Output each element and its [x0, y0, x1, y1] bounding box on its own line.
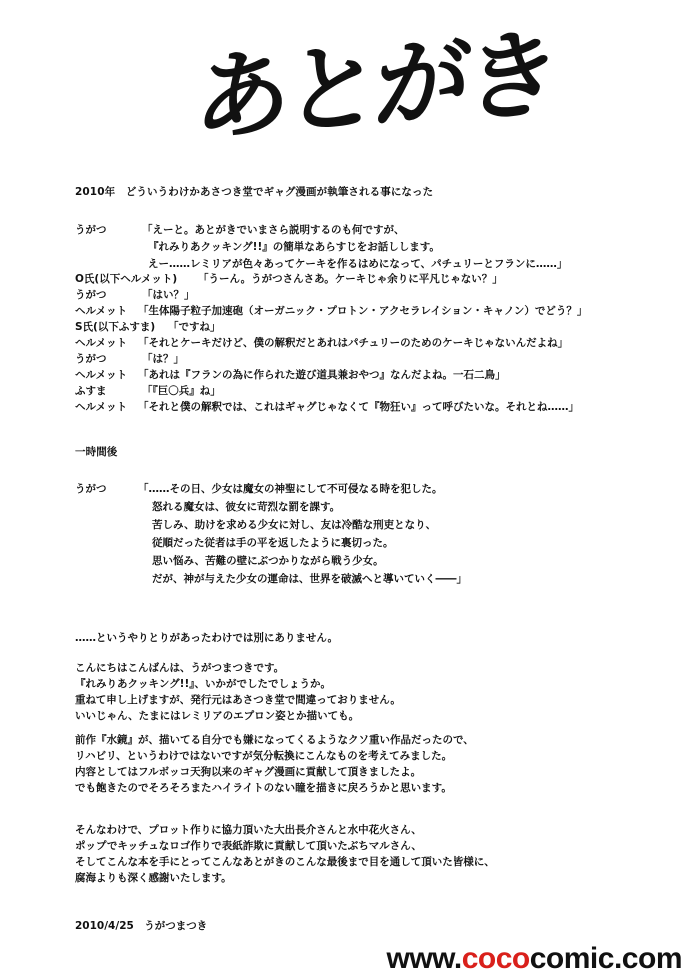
- closing-line: ポップでキッチュなロゴ作りで表紙詐欺に貢献して頂いたぶちマルさん、: [75, 840, 422, 852]
- closing-line: 重ねて申し上げますが、発行元はあさつき堂で間違っておりません。: [75, 694, 401, 706]
- closing-line: 内容としてはフルボッコ天狗以来のギャグ漫画に貢献して頂きましたよ。: [75, 766, 422, 778]
- header-line: 2010年 どういうわけかあさつき堂でギャグ漫画が執筆される事になった: [75, 186, 434, 198]
- dialogue-line: 「それと僕の解釈では、これはギャグじゃなくて『物狂い』って呼びたいな。それとね……」: [138, 401, 579, 413]
- closing-line: こんにちはこんばんは、うがつまつきです。: [75, 662, 285, 674]
- monologue-line: 「……その日、少女は魔女の神聖にして不可侵なる時を犯した。: [138, 483, 443, 495]
- closing-line: そんなわけで、プロット作りに協力頂いた大出長介さんと水中花火さん、: [75, 824, 422, 836]
- watermark-comic: comic: [529, 942, 614, 975]
- closing-line: でも飽きたのでそろそろまたハイライトのない瞳を描きに戻ろうかと思います。: [75, 782, 452, 794]
- monologue-line: 思い悩み、苦難の壁にぶつかりながら戦う少女。: [152, 555, 384, 567]
- closing-line: 腐海よりも深く感謝いたします。: [75, 872, 232, 884]
- dialogue-line: 「生体陽子粒子加速砲（オーガニック・プロトン・アクセラレイション・キャノン）でどう？」: [138, 305, 588, 317]
- watermark-com: .com: [613, 942, 682, 975]
- dialogue-line: 「えーと。あとがきでいまさら説明するのも何ですが、: [142, 224, 405, 236]
- watermark-coco: coco: [461, 942, 530, 975]
- monologue-line: 怒れる魔女は、彼女に苛烈な罰を課す。: [152, 501, 341, 513]
- closing-line: 『れみりあクッキング!!』、いかがでしたでしょうか。: [75, 678, 332, 690]
- speaker-label: ふすま: [75, 385, 107, 397]
- speaker-label: うがつ: [75, 353, 107, 365]
- dialogue-line: 「それとケーキだけど、僕の解釈だとあれはパチュリーのためのケーキじゃないんだよね」: [138, 337, 569, 349]
- speaker-label: O氏(以下ヘルメット): [75, 273, 178, 285]
- speaker-label: S氏(以下ふすま): [75, 321, 156, 333]
- speaker-label: ヘルメット: [75, 401, 128, 413]
- dialogue-line: 「ですね」: [168, 321, 221, 333]
- monologue-line: 苦しみ、助けを求める少女に対し、友は冷酷な刑吏となり、: [152, 519, 437, 531]
- closing-line: そしてこんな本を手にとってこんなあとがきのこんな最後まで目を通して頂いた皆様に、: [75, 856, 495, 868]
- speaker-label: ヘルメット: [75, 369, 128, 381]
- dialogue-line: えー……レミリアが色々あってケーキを作るはめになって、パチュリーとフランに……」: [148, 258, 568, 270]
- speaker-label: うがつ: [75, 224, 107, 236]
- closing-line: いいじゃん、たまにはレミリアのエプロン姿とか描いても。: [75, 710, 360, 722]
- dialogue-line: 「うーん。うがつさんさあ。ケーキじゃ余りに平凡じゃない？」: [198, 273, 503, 285]
- monologue-line: だが、神が与えた少女の運命は、世界を破滅へと導いていく――」: [152, 573, 467, 585]
- speaker-label: うがつ: [75, 483, 107, 495]
- dialogue-line: 「はい？」: [142, 289, 195, 301]
- speaker-label: うがつ: [75, 289, 107, 301]
- closing-line: リハビリ、というわけではないですが気分転換にこんなものを考えてみました。: [75, 750, 453, 762]
- watermark-www: www.: [386, 942, 462, 975]
- dialogue-line: 「あれは『フランの為に作られた遊び道具兼おやつ』なんだよね。一石二鳥」: [138, 369, 506, 381]
- monologue-line: 従順だった従者は手の平を返したように裏切った。: [152, 537, 394, 549]
- page-title: あとがき: [191, 16, 559, 156]
- speaker-label: ヘルメット: [75, 337, 128, 349]
- closing-line: 前作『水鏡』が、描いてる自分でも嫌になってくるようなクソ重い作品だったので、: [75, 734, 474, 746]
- signature: 2010/4/25 うがつまつき: [75, 920, 208, 932]
- dialogue-line: 「は？」: [142, 353, 184, 365]
- dialogue-line: 『れみりあクッキング!!』の簡単なあらすじをお話しします。: [148, 241, 440, 253]
- closing-line: ……というやりとりがあったわけでは別にありません。: [75, 632, 339, 644]
- time-skip-heading: 一時間後: [75, 446, 118, 458]
- dialogue-line: 「『巨〇兵』ね」: [142, 385, 221, 397]
- speaker-label: ヘルメット: [75, 305, 128, 317]
- site-watermark: [386, 942, 682, 976]
